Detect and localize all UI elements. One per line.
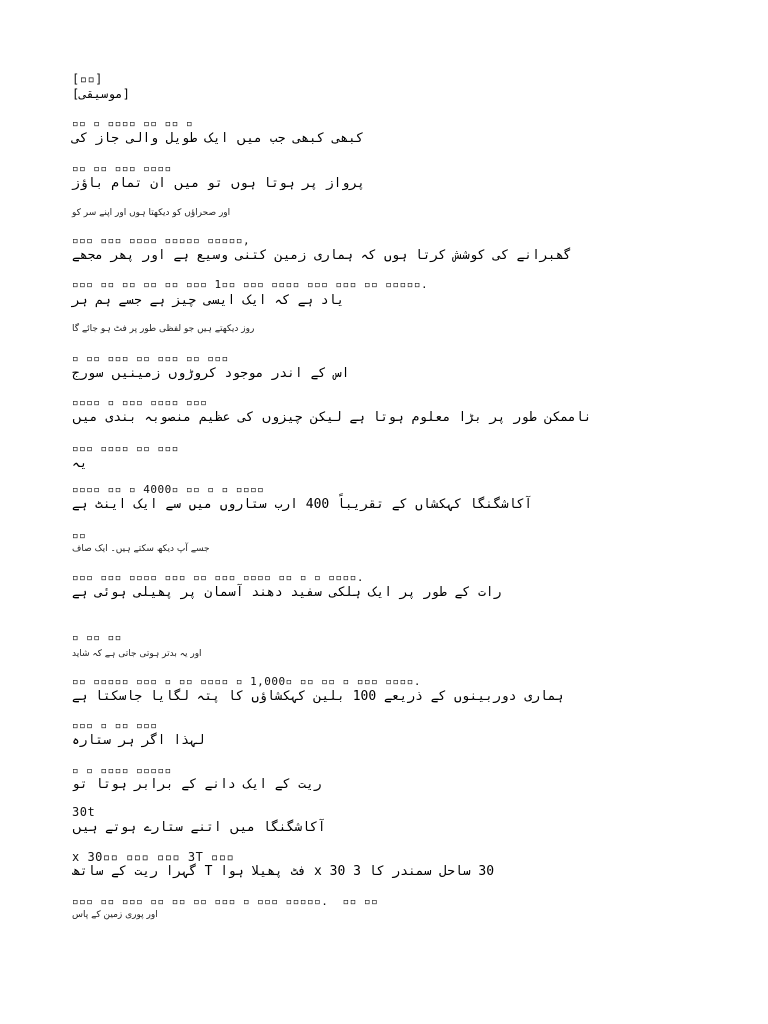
verse-15-text: لہذا اگر ہر ستارہ — [72, 733, 205, 748]
verse-11-boxes: ▫▫ — [72, 529, 87, 542]
verse-16-text: ریت کے ایک دانے کے برابر ہوتا تو — [72, 777, 322, 792]
header-tag-label: [موسیقی] — [72, 87, 130, 101]
verse-18-boxes: x 30▫▫ ▫▫▫ ▫▫▫ 3T ▫▫▫ — [72, 850, 235, 864]
header-tag-boxes: [▫▫] — [72, 72, 103, 86]
verse-7-boxes: ▫ ▫▫ ▫▫▫ ▫▫ ▫▫▫ ▫▫ ▫▫▫ — [72, 352, 229, 365]
verse-13-text: اور یہ بدتر ہوتی جاتی ہے کہ شاید — [72, 649, 202, 659]
verse-4-text: گھبرانے کی کوشش کرتا ہوں کہ ہماری زمین کتنی وسیع ہے اور پھر مجھے — [72, 248, 572, 263]
verse-13-boxes: ▫ ▫▫ ▫▫ — [72, 631, 122, 644]
verse-3-text: اور صحراؤں کو دیکھتا ہوں اور اپنے سر کو — [72, 208, 231, 218]
verse-9-boxes: ▫▫▫ ▫▫▫▫ ▫▫ ▫▫▫ — [72, 442, 179, 455]
verse-6-text: روز دیکھتے ہیں جو لفظی طور پر فٹ ہو جائے گا — [72, 324, 255, 334]
verse-19-text: اور پوری زمین کے پاس — [72, 910, 158, 920]
verse-12-boxes: ▫▫▫ ▫▫▫ ▫▫▫▫ ▫▫▫ ▫▫ ▫▫▫ ▫▫▫▫ ▫▫ ▫ ▫ ▫▫▫▫. — [72, 571, 365, 584]
verse-12-text: رات کے طور پر ایک ہلکی سفید دھند آسمان پر پھیلی ہوئی ہے — [72, 585, 502, 600]
verse-15-boxes: ▫▫▫ ▫ ▫▫ ▫▫▫ — [72, 719, 158, 732]
verse-17-text: آکاشگنگا میں اتنے ستارے ہوتے ہیں — [72, 820, 326, 835]
verse-10-boxes: ▫▫▫▫ ▫▫ ▫ 4000▫ ▫▫ ▫ ▫ ▫▫▫▫ — [72, 483, 265, 496]
verse-10-text: آکاشگنگا کہکشاں کے تقریباً 400 ارب ستاروں میں سے ایک اینٹ ہے — [72, 497, 533, 512]
verse-2-text: پرواز پر ہوتا ہوں تو میں ان تمام باؤز — [72, 176, 365, 191]
verse-5-text: یاد ہے کہ ایک ایسی چیز ہے جسے ہم ہر — [72, 293, 345, 308]
verse-11-text: جسے آپ دیکھ سکتے ہیں۔ ایک صاف — [72, 544, 210, 554]
verse-1-text: کبھی کبھی جب میں ایک طویل والی جاز کی — [72, 131, 364, 146]
verse-16-boxes: ▫ ▫ ▫▫▫▫ ▫▫▫▫▫ — [72, 764, 172, 777]
verse-4-boxes: ▫▫▫ ▫▫▫ ▫▫▫▫ ▫▫▫▫▫ ▫▫▫▫▫, — [72, 234, 251, 247]
verse-14-text: ہماری دوربینوں کے ذریعے 100 بلین کہکشاؤں کا پتہ لگایا جاسکتا ہے — [72, 689, 564, 704]
verse-9-text: یہ — [72, 456, 88, 471]
verse-17-boxes: 30t — [72, 805, 96, 819]
verse-14-boxes: ▫▫ ▫▫▫▫▫ ▫▫▫ ▫ ▫▫ ▫▫▫▫ ▫ 1,000▫ ▫▫ ▫▫ ▫ ▫▫▫ ▫▫▫▫. — [72, 675, 422, 688]
verse-8-text: ناممکن طور پر بڑا معلوم ہوتا ہے لیکن چیزوں کی عظیم منصوبہ بندی میں — [72, 410, 592, 425]
verse-5-boxes: ▫▫▫ ▫▫ ▫▫ ▫▫ ▫▫ ▫▫▫ 1▫▫ ▫▫▫ ▫▫▫▫ ▫▫▫ ▫▫▫ ▫▫ ▫▫▫▫▫. — [72, 278, 429, 291]
verse-2-boxes: ▫▫ ▫▫ ▫▫▫ ▫▫▫▫ — [72, 162, 172, 175]
verse-7-text: اس کے اندر موجود کروڑوں زمینیں سورج — [72, 366, 350, 381]
verse-1-boxes: ▫▫ ▫ ▫▫▫▫ ▫▫ ▫▫ ▫ — [72, 117, 194, 130]
verse-8-boxes: ▫▫▫▫ ▫ ▫▫▫ ▫▫▫▫ ▫▫▫ — [72, 396, 208, 409]
verse-18-text: 30 ساحل سمندر کا x 30 3 فٹ پھیلا ہوا T گہرا ریت کے ساتھ — [72, 864, 495, 879]
verse-19-boxes: ▫▫▫ ▫▫ ▫▫▫ ▫▫ ▫▫ ▫▫ ▫▫▫ ▫ ▫▫▫ ▫▫▫▫▫. ▫▫ ▫▫ — [72, 895, 379, 908]
